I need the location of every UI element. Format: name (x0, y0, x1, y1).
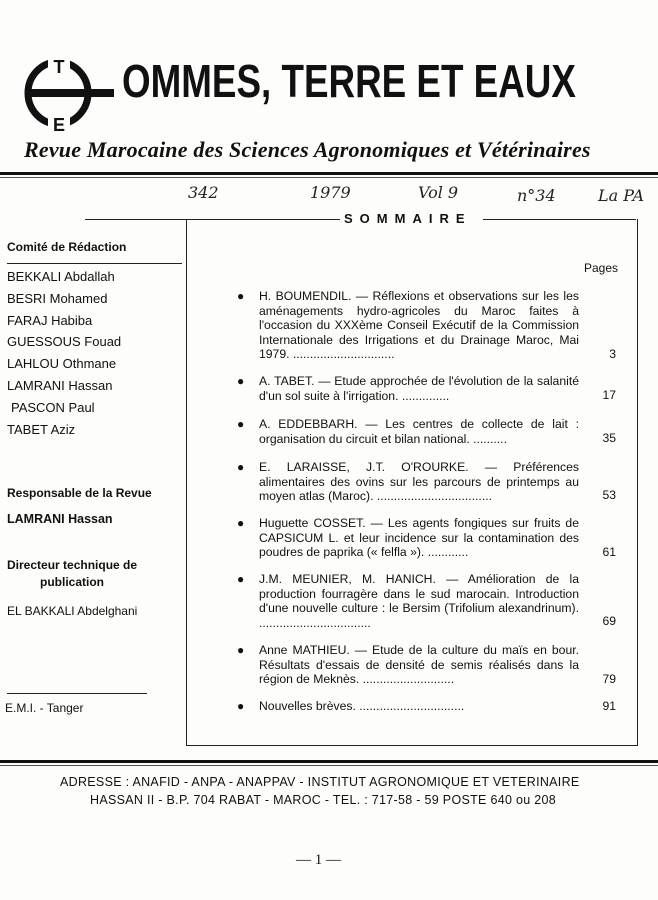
header-rule-thin (0, 177, 658, 178)
toc-entry-page: 53 (602, 488, 616, 502)
page-number: — 1 — (296, 852, 341, 868)
committee-member: BEKKALI Abdallah (7, 269, 115, 284)
responsible-title: Responsable de la Revue (7, 486, 152, 501)
pages-label: Pages (584, 261, 619, 275)
toc-entry-text: Huguette COSSET. — Les agents fongiques sur fruits de CAPSICUM L. et leur incidence sur la contamination des poudres de paprika (« felfla »). ............ (259, 516, 579, 560)
toc-entry-page: 91 (602, 699, 616, 713)
handwritten-number: n°34 (517, 186, 556, 205)
journal-title: OMMES, TERRE ET EAUX (122, 55, 576, 107)
bullet-icon: ● (237, 289, 245, 303)
committee-member: LAHLOU Othmane (7, 356, 117, 372)
committee-member: LAMRANI Hassan (7, 377, 113, 393)
bullet-icon: ● (237, 417, 245, 431)
toc-entry-page: 79 (602, 672, 616, 686)
committee-member: FARAJ Habiba (7, 312, 93, 328)
bullet-icon: ● (237, 374, 245, 388)
bullet-icon: ● (237, 572, 245, 586)
editorial-column (7, 240, 182, 623)
committee-rule (7, 263, 182, 264)
toc-entry-page: 61 (602, 545, 616, 559)
journal-logo (18, 47, 114, 137)
toc-entry-page: 69 (602, 614, 616, 628)
header-rule (0, 172, 658, 175)
bullet-icon: ● (237, 643, 245, 657)
printer-rule (7, 693, 147, 694)
journal-subtitle: Revue Marocaine des Sciences Agronomiques et Vétérinaires (24, 137, 591, 162)
toc-entry-text: A. EDDEBBARH. — Les centres de collecte de lait : organisation du circuit et bilan national. .......... (259, 417, 579, 446)
technical-director-title: Directeur technique de (7, 558, 138, 573)
address-line-1: ADRESSE : ANAFID - ANPA - ANAPPAV - INSTITUT AGRONOMIQUE ET VETERINAIRE (60, 775, 580, 789)
bullet-icon: ● (237, 460, 245, 474)
responsible-name: LAMRANI Hassan (7, 512, 113, 527)
committee-member: BESRI Mohamed (7, 290, 108, 306)
toc-entry-text: J.M. MEUNIER, M. HANICH. — Amélioration de la production fourragère dans le sud marocain. Introduction d'une nouvelle culture : le Bersim (Trifolium alexandrinum). ................................. (259, 572, 579, 630)
handwritten-ref: 342 (188, 183, 219, 202)
handwritten-suffix: La PA (598, 186, 645, 205)
sommaire-title: SOMMAIRE (344, 211, 472, 226)
committee-title: Comité de Rédaction (7, 240, 127, 254)
toc-entry-page: 35 (602, 431, 616, 445)
bullet-icon: ● (237, 516, 245, 530)
footer-rule-thin (0, 765, 658, 766)
toc-entry-page: 17 (602, 388, 616, 402)
toc-entry-text: Anne MATHIEU. — Etude de la culture du maïs en bour. Résultats d'essais de densité de semis réalisés dans la région de Meknès. ........................... (259, 643, 579, 687)
toc-entry-text: Nouvelles brèves. ............................... (259, 699, 465, 713)
committee-member: PASCON Paul (11, 399, 95, 415)
footer-rule (0, 760, 658, 763)
logo-letter-e: E (52, 115, 66, 135)
logo-letter-t: T (53, 57, 65, 77)
toc-entry-page: 3 (609, 347, 616, 361)
toc-entry-text: E. LARAISSE, J.T. O'ROURKE. — Préférences alimentaires des ovins sur les parcours de printemps au moyen atlas (Maroc). .................................. (259, 460, 579, 504)
printer-name: E.M.I. - Tanger (5, 701, 84, 715)
toc-entry-text: A. TABET. — Etude approchée de l'évolution de la salanité d'un sol suite à l'irrigation. .............. (259, 374, 579, 403)
address-line-2: HASSAN II - B.P. 704 RABAT - MAROC - TEL. : 717-58 - 59 POSTE 640 ou 208 (90, 793, 557, 807)
toc-entry-text: H. BOUMENDIL. — Réflexions et observations sur les les aménagements hydro-agricoles du Maroc faites à l'occasion du XXXème Conseil Exécutif de la Commission Internationale des Irrigations et du Drainage Maroc, Mai 1979. .............................. (259, 289, 579, 362)
committee-member: TABET Aziz (7, 421, 76, 437)
technical-director-name: EL BAKKALI Abdelghani (7, 604, 138, 619)
technical-director-title-2: publication (40, 575, 104, 590)
handwritten-year: 1979 (310, 183, 351, 202)
bullet-icon: ● (237, 699, 245, 713)
handwritten-volume: Vol 9 (418, 183, 459, 202)
committee-member: GUESSOUS Fouad (7, 334, 122, 350)
